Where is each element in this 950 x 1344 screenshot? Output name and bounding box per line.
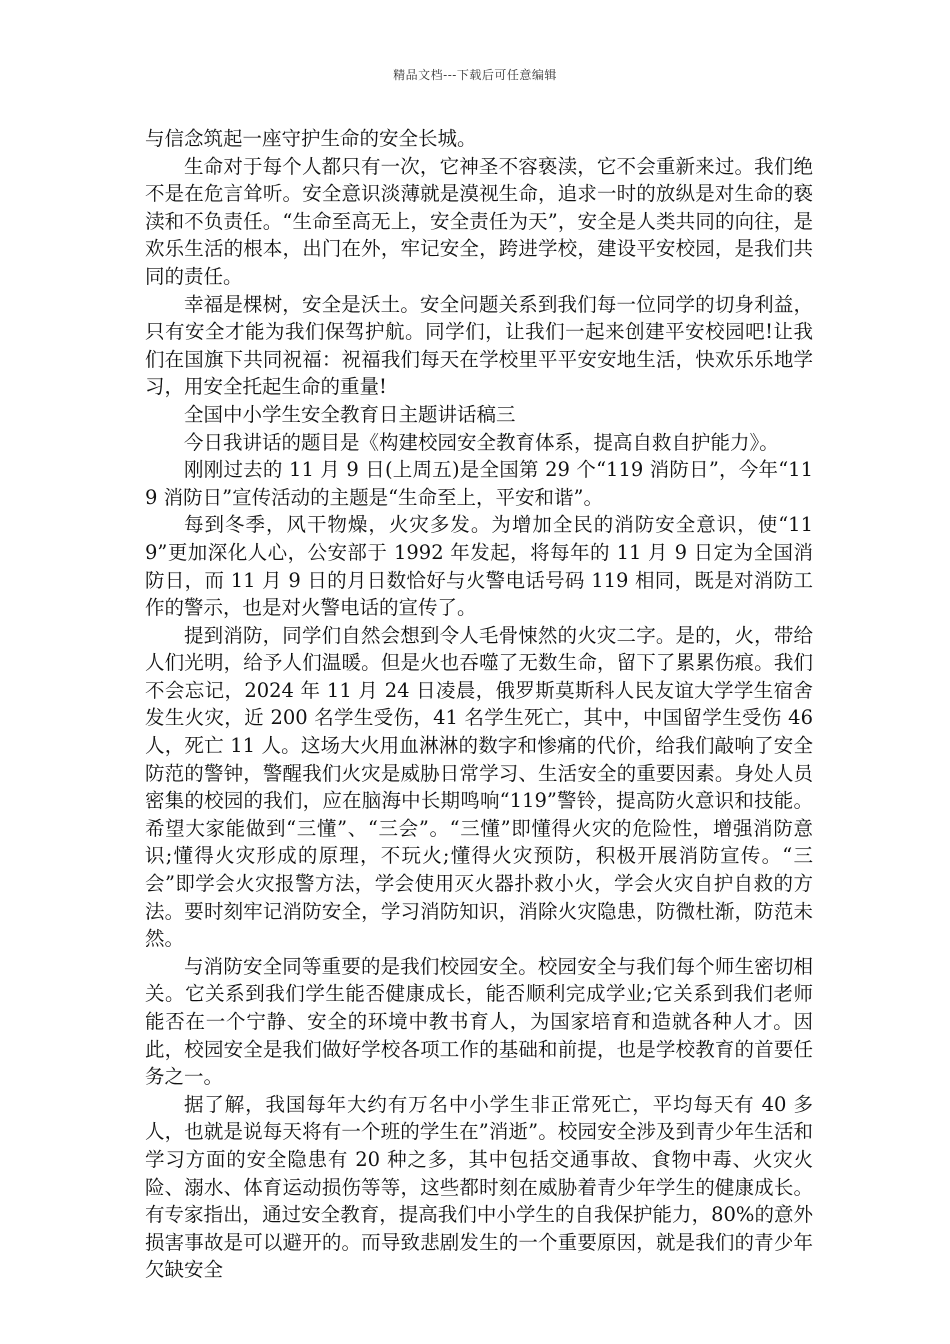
paragraph: 刚刚过去的 11 月 9 日(上周五)是全国第 29 个“119 消防日”，今年“119 消防日”宣传活动的主题是“生命至上，平安和谐”。 bbox=[145, 458, 813, 509]
paragraph: 与信念筑起一座守护生命的安全长城。 bbox=[145, 127, 477, 150]
section-title: 全国中小学生安全教育日主题讲话稿三 bbox=[184, 402, 516, 426]
paragraph: 提到消防，同学们自然会想到令人毛骨悚然的火灾二字。是的，火，带给人们光明，给予人们温暖。但是火也吞噬了无数生命，留下了累累伤痕。我们不会忘记，2024 年 11 月 24 日凌晨，俄罗斯莫斯科人民友谊大学学生宿舍发生火灾，近 200 名学生受伤，41 名学生死亡，其中，中国留学生受伤 46 人，死亡 11 人。这场大火用血淋淋的数字和惨痛的代价，给我们敲响了安全防范的警钟，警醒我们火灾是威胁日常学习、生活安全的重要因素。身处人员密集的校园的我们，应在脑海中长期鸣响“119”警铃，提高防火意识和技能。希望大家能做到“三懂”、“三会”。“三懂”即懂得火灾的危险性，增强消防意识;懂得火灾形成的原理，不玩火;懂得火灾预防，积极开展消防宣传。“三会”即学会火灾报警方法，学会使用灭火器扑救小火，学会火灾自护自救的方法。要时刻牢记消防安全，学习消防知识，消除火灾隐患，防微杜渐，防范未然。 bbox=[145, 623, 813, 951]
paragraph: 生命对于每个人都只有一次，它神圣不容亵渎，它不会重新来过。我们绝不是在危言耸听。安全意识淡薄就是漠视生命，追求一时的放纵是对生命的亵渎和不负责任。“生命至高无上，安全责任为天”，安全是人类共同的向往，是欢乐生活的根本，出门在外，牢记安全，跨进学校，建设平安校园，是我们共同的责任。 bbox=[145, 154, 813, 288]
paragraph: 与消防安全同等重要的是我们校园安全。校园安全与我们每个师生密切相关。它关系到我们学生能否健康成长，能否顺利完成学业;它关系到我们老师能否在一个宁静、安全的环境中教书育人，为国家培育和造就各种人才。因此，校园安全是我们做好学校各项工作的基础和前提，也是学校教育的首要任务之一。 bbox=[145, 954, 813, 1089]
paragraph: 幸福是棵树，安全是沃土。安全问题关系到我们每一位同学的切身利益，只有安全才能为我们保驾护航。同学们，让我们一起来创建平安校园吧!让我们在国旗下共同祝福：祝福我们每天在学校里平平安安地生活，快欢乐乐地学习，用安全托起生命的重量! bbox=[145, 292, 813, 399]
paragraph: 今日我讲话的题目是《构建校园安全教育体系，提高自救自护能力》。 bbox=[184, 430, 779, 454]
paragraph: 据了解，我国每年大约有万名中小学生非正常死亡，平均每天有 40 多人，也就是说每天将有一个班的学生在”消逝”。校园安全涉及到青少年生活和学习方面的安全隐患有 20 种之多，其中包括交通事故、食物中毒、火灾火险、溺水、体育运动损伤等等，这些都时刻在威胁着青少年学生的健康成长。有专家指出，通过安全教育，提高我们中小学生的自我保护能力，80%的意外损害事故是可以避开的。而导致悲剧发生的一个重要原因，就是我们的青少年欠缺安全 bbox=[145, 1092, 813, 1282]
paragraph: 每到冬季，风干物燥，火灾多发。为增加全民的消防安全意识，使“119”更加深化人心，公安部于 1992 年发起，将每年的 11 月 9 日定为全国消防日，而 11 月 9 日的月日数恰好与火警电话号码 119 相同，既是对消防工作的警示，也是对火警电话的宣传了。 bbox=[145, 513, 813, 620]
page-header: 精品文档---下载后可任意编辑 bbox=[393, 68, 557, 82]
document-body bbox=[145, 125, 813, 1284]
